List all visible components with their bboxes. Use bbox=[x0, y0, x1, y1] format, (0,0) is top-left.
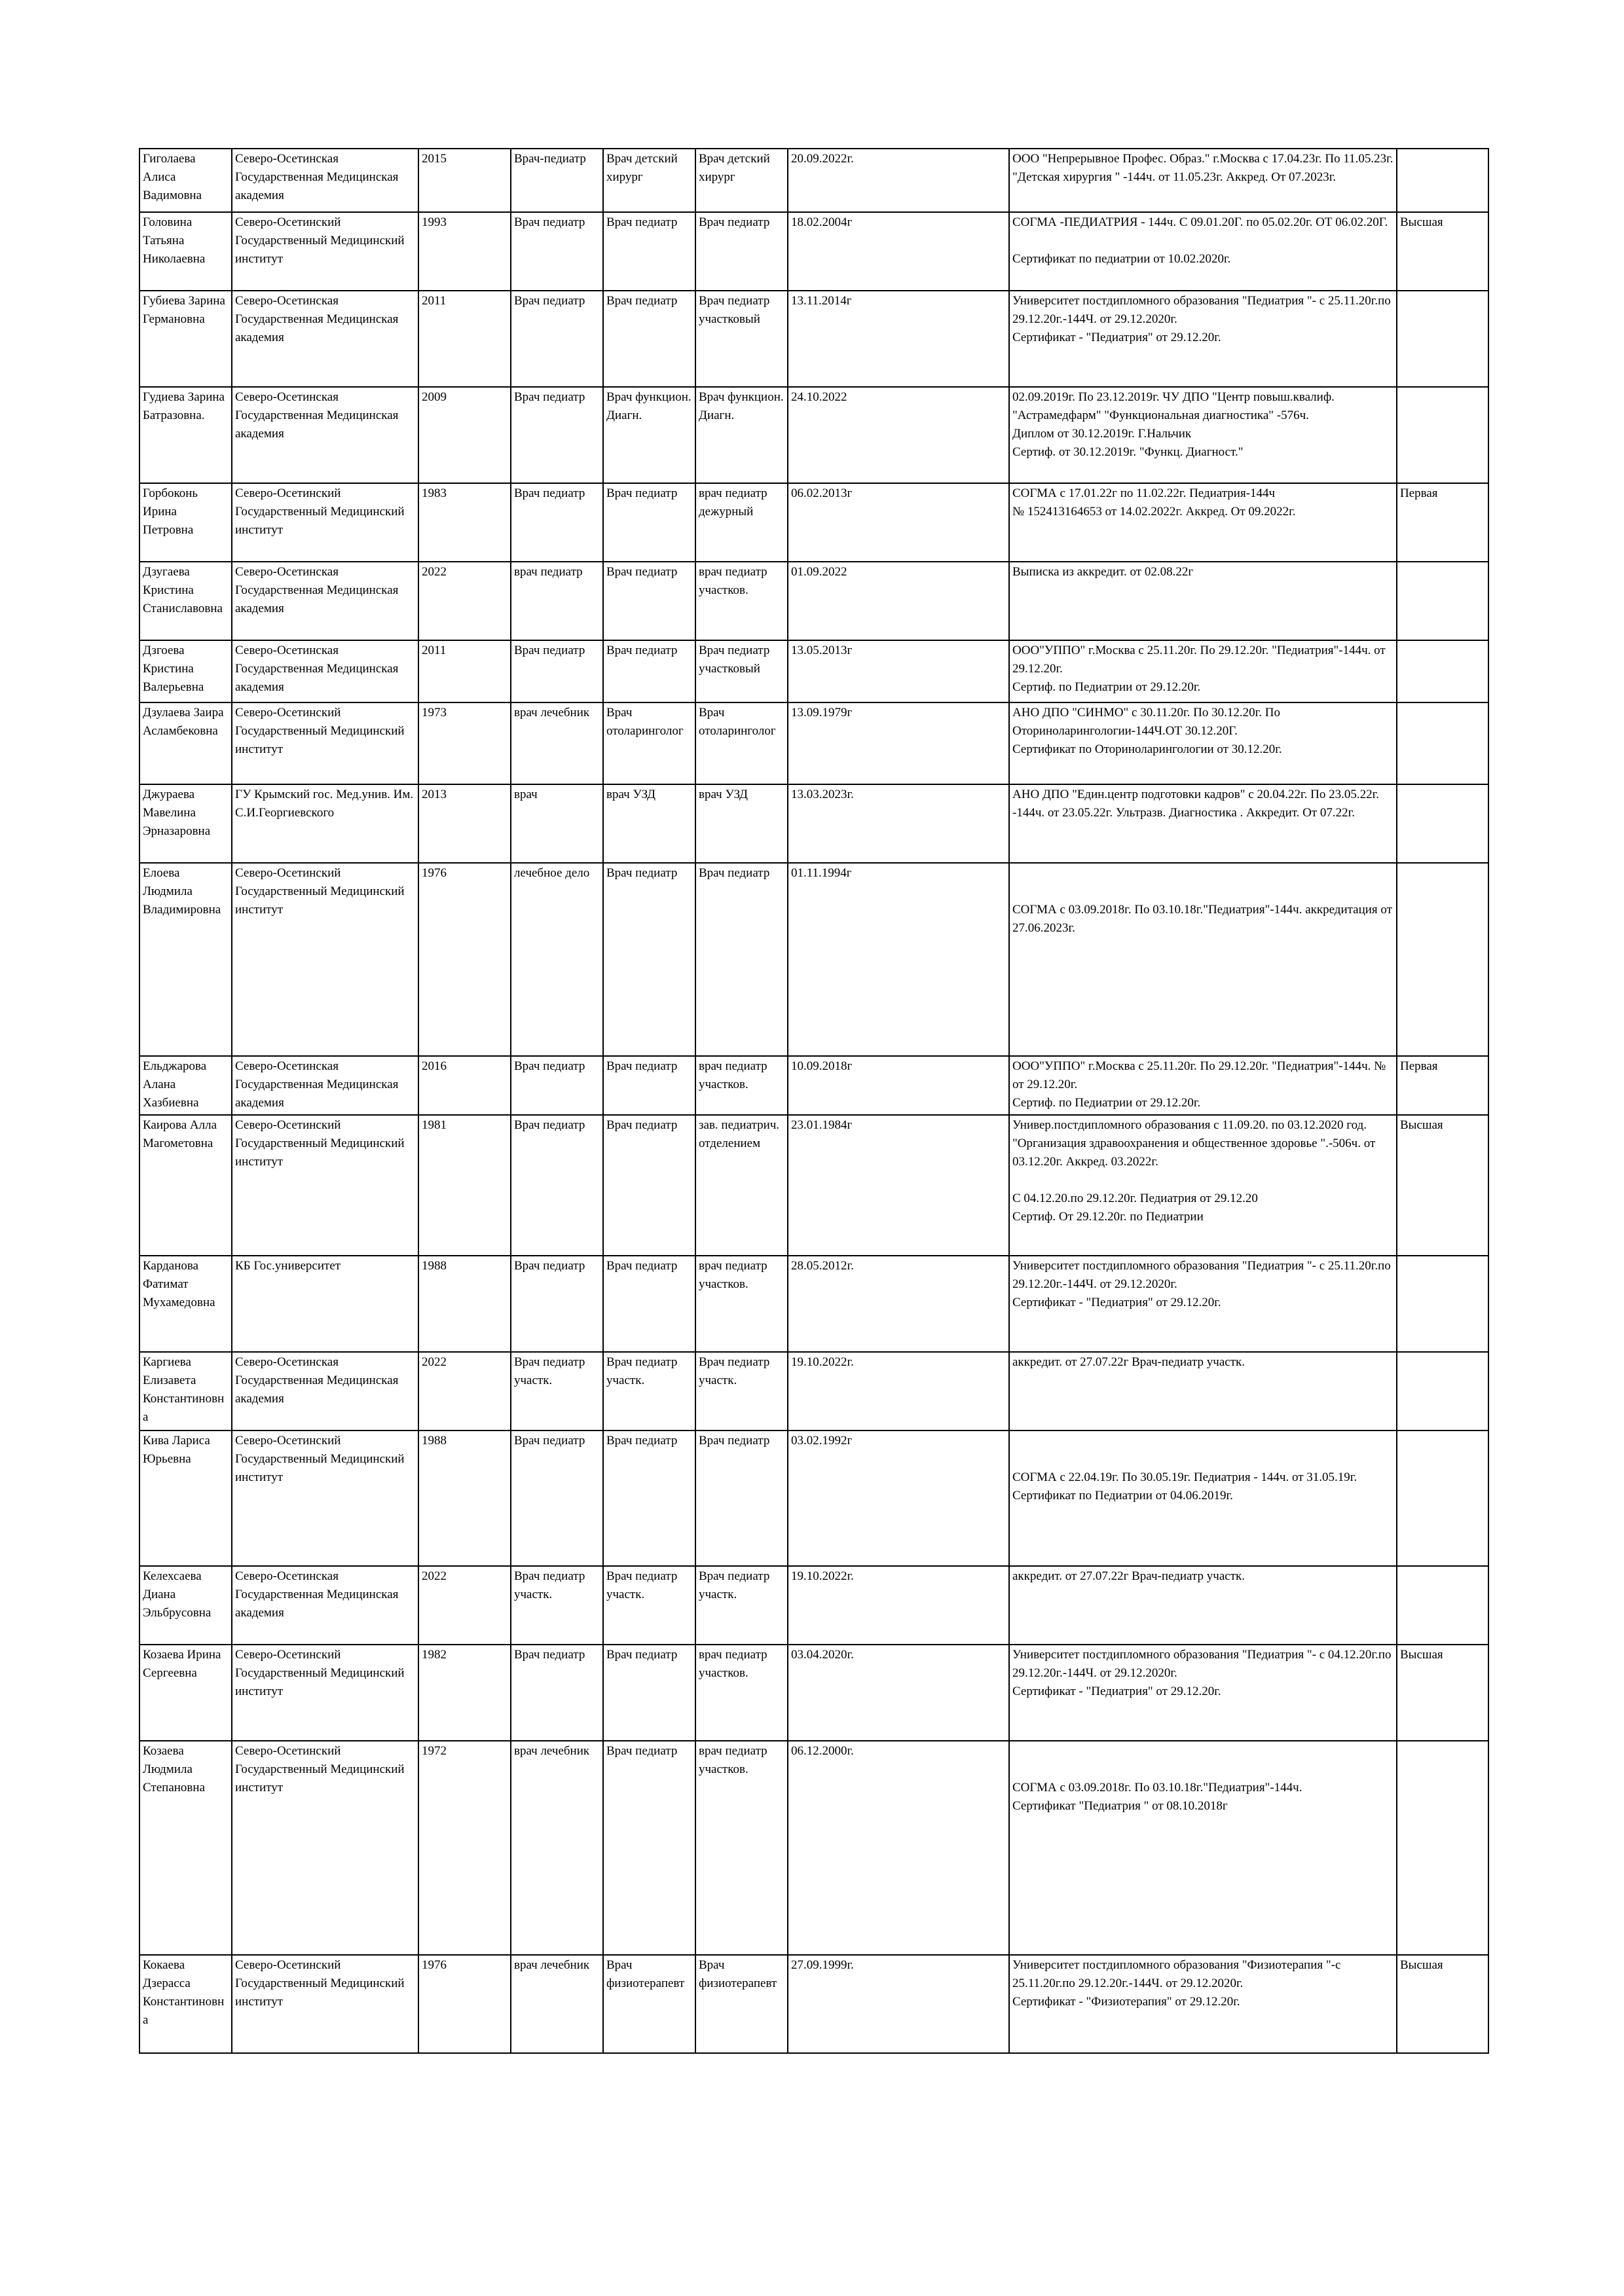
table-row bbox=[139, 640, 1488, 702]
employee-name-cell: Елоева Людмила Владимировна bbox=[139, 863, 232, 1056]
table-row bbox=[139, 291, 1488, 387]
diploma-specialty-cell: Врач педиатр bbox=[511, 212, 603, 291]
institution-cell: ГУ Крымский гос. Мед.унив. Им. С.И.Георгиевского bbox=[232, 784, 418, 863]
certified-specialty-cell: Врач функцион. Диагн. bbox=[695, 387, 788, 483]
appointment-date-cell: 28.05.2012г. bbox=[788, 1256, 1009, 1352]
training-record-cell: СОГМА с 03.09.2018г. По 03.10.18г."Педиатрия"-144ч. аккредитация от 27.06.2023г. bbox=[1009, 863, 1397, 1056]
category-cell bbox=[1397, 640, 1488, 702]
institution-cell: Северо-Осетинская Государственная Медицинская академия bbox=[232, 1352, 418, 1430]
training-record-cell: Выписка из аккредит. от 02.08.22г bbox=[1009, 562, 1397, 640]
graduation-year-cell: 1988 bbox=[418, 1256, 511, 1352]
training-record-cell: 02.09.2019г. По 23.12.2019г. ЧУ ДПО "Центр повыш.квалиф. "Астрамедфарм" "Функциональная диагностика" -576ч. Диплом от 30.12.2019г. Г.Нальчик Сертиф. от 30.12.2019г. "Функц. Диагност." bbox=[1009, 387, 1397, 483]
diploma-specialty-cell: врач лечебник bbox=[511, 702, 603, 784]
graduation-year-cell: 1993 bbox=[418, 212, 511, 291]
appointment-date-cell: 06.12.2000г. bbox=[788, 1741, 1009, 1955]
employee-name-cell: Дзгоева Кристина Валерьевна bbox=[139, 640, 232, 702]
appointment-date-cell: 20.09.2022г. bbox=[788, 149, 1009, 212]
employee-name-cell: Козаева Ирина Сергеевна bbox=[139, 1645, 232, 1741]
graduation-year-cell: 2022 bbox=[418, 562, 511, 640]
institution-cell: Северо-Осетинская Государственная Медицинская академия bbox=[232, 387, 418, 483]
table-row bbox=[139, 863, 1488, 1056]
table-row bbox=[139, 387, 1488, 483]
graduation-year-cell: 1981 bbox=[418, 1115, 511, 1256]
diploma-specialty-cell: врач педиатр bbox=[511, 562, 603, 640]
diploma-specialty-cell: врач bbox=[511, 784, 603, 863]
category-cell bbox=[1397, 387, 1488, 483]
category-cell bbox=[1397, 1430, 1488, 1566]
institution-cell: Северо-Осетинская Государственная Медицинская академия bbox=[232, 149, 418, 212]
table-row bbox=[139, 483, 1488, 562]
position-cell: Врач педиатр bbox=[603, 1056, 695, 1115]
employee-name-cell: Кива Лариса Юрьевна bbox=[139, 1430, 232, 1566]
training-record-cell: Универ.постдипломного образования с 11.09.20. по 03.12.2020 год. "Организация здравоохранения и общественное здоровье ".-506ч. от 03.12.20г. Аккред. 03.2022г. С 04.12.20.по 29.12.20г. Педиатрия от 29.12.20 Сертиф. От 29.12.20г. по Педиатрии bbox=[1009, 1115, 1397, 1256]
certified-specialty-cell: Врач отоларинголог bbox=[695, 702, 788, 784]
institution-cell: Северо-Осетинская Государственная Медицинская академия bbox=[232, 562, 418, 640]
position-cell: Врач педиатр bbox=[603, 1115, 695, 1256]
training-record-cell: СОГМА с 17.01.22г по 11.02.22г. Педиатрия-144ч № 152413164653 от 14.02.2022г. Аккред. От 09.2022г. bbox=[1009, 483, 1397, 562]
category-cell bbox=[1397, 1352, 1488, 1430]
graduation-year-cell: 1972 bbox=[418, 1741, 511, 1955]
category-cell bbox=[1397, 1566, 1488, 1645]
training-record-cell: ООО"УППО" г.Москва с 25.11.20г. По 29.12.20г. "Педиатрия"-144ч. от 29.12.20г. Сертиф. по Педиатрии от 29.12.20г. bbox=[1009, 640, 1397, 702]
position-cell: Врач педиатр bbox=[603, 1645, 695, 1741]
certified-specialty-cell: врач УЗД bbox=[695, 784, 788, 863]
graduation-year-cell: 2016 bbox=[418, 1056, 511, 1115]
position-cell: Врач педиатр участк. bbox=[603, 1352, 695, 1430]
institution-cell: Северо-Осетинский Государственный Медицинский институт bbox=[232, 1955, 418, 2053]
table-row bbox=[139, 212, 1488, 291]
position-cell: Врач педиатр bbox=[603, 1741, 695, 1955]
employee-name-cell: Гиголаева Алиса Вадимовна bbox=[139, 149, 232, 212]
employee-name-cell: Горбоконь Ирина Петровна bbox=[139, 483, 232, 562]
position-cell: Врач педиатр bbox=[603, 1430, 695, 1566]
training-record-cell: ООО "Непрерывное Профес. Образ." г.Москва с 17.04.23г. По 11.05.23г. "Детская хирургия " -144ч. от 11.05.23г. Аккред. От 07.2023г. bbox=[1009, 149, 1397, 212]
position-cell: Врач педиатр bbox=[603, 562, 695, 640]
employee-name-cell: Дзугаева Кристина Станиславовна bbox=[139, 562, 232, 640]
diploma-specialty-cell: Врач педиатр bbox=[511, 1115, 603, 1256]
graduation-year-cell: 1973 bbox=[418, 702, 511, 784]
training-record-cell: Университет постдипломного образования "Физиотерапия "-с 25.11.20г.по 29.12.20г.-144Ч. от 29.12.2020г. Сертификат - "Физиотерапия" от 29.12.20г. bbox=[1009, 1955, 1397, 2053]
institution-cell: Северо-Осетинская Государственная Медицинская академия bbox=[232, 1056, 418, 1115]
table-row bbox=[139, 784, 1488, 863]
certified-specialty-cell: Врач педиатр bbox=[695, 212, 788, 291]
certified-specialty-cell: Врач педиатр bbox=[695, 1430, 788, 1566]
institution-cell: Северо-Осетинский Государственный Медицинский институт bbox=[232, 863, 418, 1056]
table-row bbox=[139, 1645, 1488, 1741]
graduation-year-cell: 2011 bbox=[418, 291, 511, 387]
position-cell: Врач педиатр bbox=[603, 640, 695, 702]
training-record-cell: Университет постдипломного образования "Педиатрия "- с 25.11.20г.по 29.12.20г.-144Ч. от 29.12.2020г. Сертификат - "Педиатрия" от 29.12.20г. bbox=[1009, 291, 1397, 387]
position-cell: врач УЗД bbox=[603, 784, 695, 863]
institution-cell: Северо-Осетинский Государственный Медицинский институт bbox=[232, 702, 418, 784]
position-cell: Врач педиатр bbox=[603, 1256, 695, 1352]
diploma-specialty-cell: Врач педиатр участк. bbox=[511, 1352, 603, 1430]
training-record-cell: АНО ДПО "СИНМО" с 30.11.20г. По 30.12.20г. По Оториноларингологии-144Ч.ОТ 30.12.20Г. Сертификат по Оториноларингологии от 30.12.20г. bbox=[1009, 702, 1397, 784]
appointment-date-cell: 01.11.1994г bbox=[788, 863, 1009, 1056]
table-row bbox=[139, 1430, 1488, 1566]
graduation-year-cell: 2015 bbox=[418, 149, 511, 212]
category-cell: Высшая bbox=[1397, 1645, 1488, 1741]
appointment-date-cell: 13.05.2013г bbox=[788, 640, 1009, 702]
institution-cell: Северо-Осетинская Государственная Медицинская академия bbox=[232, 1566, 418, 1645]
institution-cell: Северо-Осетинский Государственный Медицинский институт bbox=[232, 483, 418, 562]
category-cell: Высшая bbox=[1397, 1115, 1488, 1256]
certified-specialty-cell: врач педиатр участков. bbox=[695, 1741, 788, 1955]
position-cell: Врач физиотерапевт bbox=[603, 1955, 695, 2053]
employee-name-cell: Келехсаева Диана Эльбрусовна bbox=[139, 1566, 232, 1645]
table-row bbox=[139, 1741, 1488, 1955]
graduation-year-cell: 2009 bbox=[418, 387, 511, 483]
employee-name-cell: Головина Татьяна Николаевна bbox=[139, 212, 232, 291]
table-row bbox=[139, 1955, 1488, 2053]
table-row bbox=[139, 149, 1488, 212]
category-cell bbox=[1397, 784, 1488, 863]
employee-name-cell: Джураева Мавелина Эрназаровна bbox=[139, 784, 232, 863]
diploma-specialty-cell: врач лечебник bbox=[511, 1955, 603, 2053]
training-record-cell: аккредит. от 27.07.22г Врач-педиатр участк. bbox=[1009, 1566, 1397, 1645]
appointment-date-cell: 10.09.2018г bbox=[788, 1056, 1009, 1115]
appointment-date-cell: 13.09.1979г bbox=[788, 702, 1009, 784]
appointment-date-cell: 27.09.1999г. bbox=[788, 1955, 1009, 2053]
institution-cell: Северо-Осетинская Государственная Медицинская академия bbox=[232, 640, 418, 702]
category-cell: Первая bbox=[1397, 1056, 1488, 1115]
appointment-date-cell: 06.02.2013г bbox=[788, 483, 1009, 562]
diploma-specialty-cell: Врач педиатр bbox=[511, 1056, 603, 1115]
diploma-specialty-cell: Врач педиатр bbox=[511, 640, 603, 702]
graduation-year-cell: 2022 bbox=[418, 1352, 511, 1430]
appointment-date-cell: 18.02.2004г bbox=[788, 212, 1009, 291]
appointment-date-cell: 03.04.2020г. bbox=[788, 1645, 1009, 1741]
table-row bbox=[139, 1256, 1488, 1352]
category-cell: Первая bbox=[1397, 483, 1488, 562]
staff-table-body bbox=[139, 149, 1488, 2053]
appointment-date-cell: 19.10.2022г. bbox=[788, 1566, 1009, 1645]
employee-name-cell: Каргиева Елизавета Константиновна bbox=[139, 1352, 232, 1430]
diploma-specialty-cell: Врач педиатр bbox=[511, 291, 603, 387]
employee-name-cell: Каирова Алла Магометовна bbox=[139, 1115, 232, 1256]
certified-specialty-cell: врач педиатр участков. bbox=[695, 1056, 788, 1115]
table-row bbox=[139, 1352, 1488, 1430]
position-cell: Врач педиатр bbox=[603, 291, 695, 387]
diploma-specialty-cell: лечебное дело bbox=[511, 863, 603, 1056]
institution-cell: Северо-Осетинский Государственный Медицинский институт bbox=[232, 1115, 418, 1256]
graduation-year-cell: 2011 bbox=[418, 640, 511, 702]
table-row bbox=[139, 562, 1488, 640]
position-cell: Врач педиатр участк. bbox=[603, 1566, 695, 1645]
employee-name-cell: Дзулаева Заира Асламбековна bbox=[139, 702, 232, 784]
diploma-specialty-cell: Врач педиатр bbox=[511, 1645, 603, 1741]
graduation-year-cell: 1976 bbox=[418, 1955, 511, 2053]
table-row bbox=[139, 702, 1488, 784]
institution-cell: Северо-Осетинский Государственный Медицинский институт bbox=[232, 212, 418, 291]
certified-specialty-cell: врач педиатр участков. bbox=[695, 1256, 788, 1352]
appointment-date-cell: 24.10.2022 bbox=[788, 387, 1009, 483]
certified-specialty-cell: врач педиатр дежурный bbox=[695, 483, 788, 562]
training-record-cell: ООО"УППО" г.Москва с 25.11.20г. По 29.12.20г. "Педиатрия"-144ч. № от 29.12.20г. Сертиф. по Педиатрии от 29.12.20г. bbox=[1009, 1056, 1397, 1115]
diploma-specialty-cell: Врач педиатр bbox=[511, 1430, 603, 1566]
training-record-cell: СОГМА -ПЕДИАТРИЯ - 144ч. С 09.01.20Г. по 05.02.20г. ОТ 06.02.20Г. Сертификат по педиатрии от 10.02.2020г. bbox=[1009, 212, 1397, 291]
institution-cell: Северо-Осетинская Государственная Медицинская академия bbox=[232, 291, 418, 387]
diploma-specialty-cell: Врач педиатр bbox=[511, 387, 603, 483]
position-cell: Врач отоларинголог bbox=[603, 702, 695, 784]
certified-specialty-cell: Врач педиатр участковый bbox=[695, 291, 788, 387]
employee-name-cell: Губиева Зарина Германовна bbox=[139, 291, 232, 387]
training-record-cell: СОГМА с 22.04.19г. По 30.05.19г. Педиатрия - 144ч. от 31.05.19г. Сертификат по Педиатрии от 04.06.2019г. bbox=[1009, 1430, 1397, 1566]
certified-specialty-cell: Врач педиатр участковый bbox=[695, 640, 788, 702]
graduation-year-cell: 1983 bbox=[418, 483, 511, 562]
diploma-specialty-cell: Врач-педиатр bbox=[511, 149, 603, 212]
training-record-cell: аккредит. от 27.07.22г Врач-педиатр участк. bbox=[1009, 1352, 1397, 1430]
position-cell: Врач педиатр bbox=[603, 863, 695, 1056]
training-record-cell: Университет постдипломного образования "Педиатрия "- с 04.12.20г.по 29.12.20г.-144Ч. от 29.12.2020г. Сертификат - "Педиатрия" от 29.12.20г. bbox=[1009, 1645, 1397, 1741]
category-cell: Высшая bbox=[1397, 1955, 1488, 2053]
category-cell bbox=[1397, 702, 1488, 784]
table-row bbox=[139, 1115, 1488, 1256]
category-cell bbox=[1397, 149, 1488, 212]
category-cell: Высшая bbox=[1397, 212, 1488, 291]
diploma-specialty-cell: Врач педиатр bbox=[511, 483, 603, 562]
certified-specialty-cell: Врач физиотерапевт bbox=[695, 1955, 788, 2053]
category-cell bbox=[1397, 291, 1488, 387]
training-record-cell: Университет постдипломного образования "Педиатрия "- с 25.11.20г.по 29.12.20г.-144Ч. от 29.12.2020г. Сертификат - "Педиатрия" от 29.12.20г. bbox=[1009, 1256, 1397, 1352]
appointment-date-cell: 13.11.2014г bbox=[788, 291, 1009, 387]
institution-cell: Северо-Осетинский Государственный Медицинский институт bbox=[232, 1741, 418, 1955]
employee-name-cell: Козаева Людмила Степановна bbox=[139, 1741, 232, 1955]
category-cell bbox=[1397, 562, 1488, 640]
employee-name-cell: Карданова Фатимат Мухамедовна bbox=[139, 1256, 232, 1352]
diploma-specialty-cell: Врач педиатр участк. bbox=[511, 1566, 603, 1645]
position-cell: Врач педиатр bbox=[603, 483, 695, 562]
employee-name-cell: Ельджарова Алана Хазбиевна bbox=[139, 1056, 232, 1115]
category-cell bbox=[1397, 1741, 1488, 1955]
certified-specialty-cell: Врач детский хирург bbox=[695, 149, 788, 212]
certified-specialty-cell: зав. педиатрич. отделением bbox=[695, 1115, 788, 1256]
appointment-date-cell: 23.01.1984г bbox=[788, 1115, 1009, 1256]
appointment-date-cell: 03.02.1992г bbox=[788, 1430, 1009, 1566]
diploma-specialty-cell: Врач педиатр bbox=[511, 1256, 603, 1352]
training-record-cell: СОГМА с 03.09.2018г. По 03.10.18г."Педиатрия"-144ч. Сертификат "Педиатрия " от 08.10.2018г bbox=[1009, 1741, 1397, 1955]
graduation-year-cell: 1988 bbox=[418, 1430, 511, 1566]
appointment-date-cell: 13.03.2023г. bbox=[788, 784, 1009, 863]
certified-specialty-cell: Врач педиатр bbox=[695, 863, 788, 1056]
institution-cell: Северо-Осетинский Государственный Медицинский институт bbox=[232, 1430, 418, 1566]
category-cell bbox=[1397, 1256, 1488, 1352]
employee-name-cell: Гудиева Зарина Батразовна. bbox=[139, 387, 232, 483]
institution-cell: Северо-Осетинский Государственный Медицинский институт bbox=[232, 1645, 418, 1741]
graduation-year-cell: 2022 bbox=[418, 1566, 511, 1645]
graduation-year-cell: 2013 bbox=[418, 784, 511, 863]
certified-specialty-cell: Врач педиатр участк. bbox=[695, 1566, 788, 1645]
training-record-cell: АНО ДПО "Един.центр подготовки кадров" с 20.04.22г. По 23.05.22г. -144ч. от 23.05.22г. Ультразв. Диагностика . Аккредит. От 07.22г. bbox=[1009, 784, 1397, 863]
institution-cell: КБ Гос.университет bbox=[232, 1256, 418, 1352]
staff-table bbox=[139, 148, 1489, 2054]
position-cell: Врач детский хирург bbox=[603, 149, 695, 212]
position-cell: Врач педиатр bbox=[603, 212, 695, 291]
certified-specialty-cell: Врач педиатр участк. bbox=[695, 1352, 788, 1430]
table-row bbox=[139, 1056, 1488, 1115]
certified-specialty-cell: врач педиатр участков. bbox=[695, 1645, 788, 1741]
table-row bbox=[139, 1566, 1488, 1645]
diploma-specialty-cell: врач лечебник bbox=[511, 1741, 603, 1955]
category-cell bbox=[1397, 863, 1488, 1056]
certified-specialty-cell: врач педиатр участков. bbox=[695, 562, 788, 640]
graduation-year-cell: 1982 bbox=[418, 1645, 511, 1741]
appointment-date-cell: 01.09.2022 bbox=[788, 562, 1009, 640]
graduation-year-cell: 1976 bbox=[418, 863, 511, 1056]
position-cell: Врач функцион. Диагн. bbox=[603, 387, 695, 483]
appointment-date-cell: 19.10.2022г. bbox=[788, 1352, 1009, 1430]
employee-name-cell: Кокаева Дзерасса Константиновна bbox=[139, 1955, 232, 2053]
